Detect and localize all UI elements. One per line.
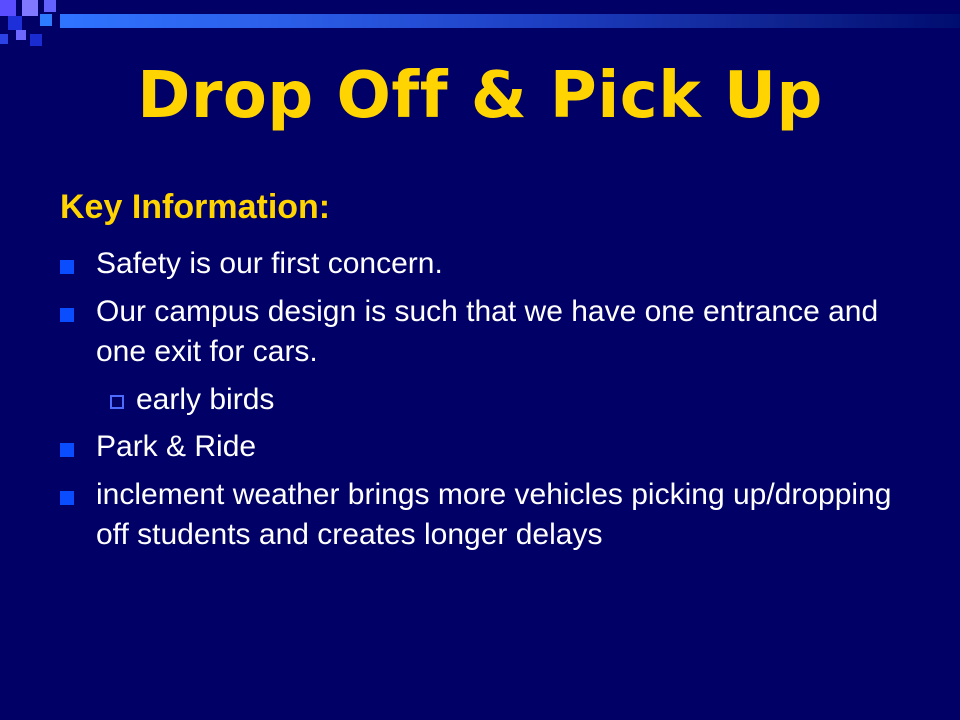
bullet-text: Our campus design is such that we have one entrance and one exit for cars. <box>96 294 879 368</box>
decorative-square <box>8 16 22 30</box>
bullet-item <box>60 475 920 556</box>
slide-subtitle: Key Information: <box>60 188 331 226</box>
top-decorative-bar <box>60 14 960 28</box>
bullet-item <box>60 427 920 468</box>
slide-title: Drop Off & Pick Up <box>137 59 823 133</box>
decorative-square <box>22 0 38 16</box>
bullet-text: inclement weather brings more vehicles picking up/dropping off students and creates longer delays <box>96 477 892 551</box>
square-bullet-icon <box>60 308 74 322</box>
decorative-square <box>16 30 26 40</box>
bullet-text: Safety is our first concern. <box>96 247 443 280</box>
sub-bullet-text: early birds <box>136 382 275 416</box>
bullet-item <box>60 292 920 373</box>
bullet-text: Park & Ride <box>96 430 257 463</box>
decorative-square <box>30 34 42 46</box>
decorative-square <box>0 34 8 44</box>
decorative-square <box>44 0 56 12</box>
square-bullet-icon <box>60 491 74 505</box>
decorative-square <box>40 14 52 26</box>
bullet-item <box>60 244 920 285</box>
decorative-square <box>0 0 16 16</box>
hollow-square-bullet-icon <box>110 395 124 409</box>
bullet-list <box>60 244 920 563</box>
square-bullet-icon <box>60 260 74 274</box>
sub-bullet-item <box>110 380 920 421</box>
square-bullet-icon <box>60 443 74 457</box>
